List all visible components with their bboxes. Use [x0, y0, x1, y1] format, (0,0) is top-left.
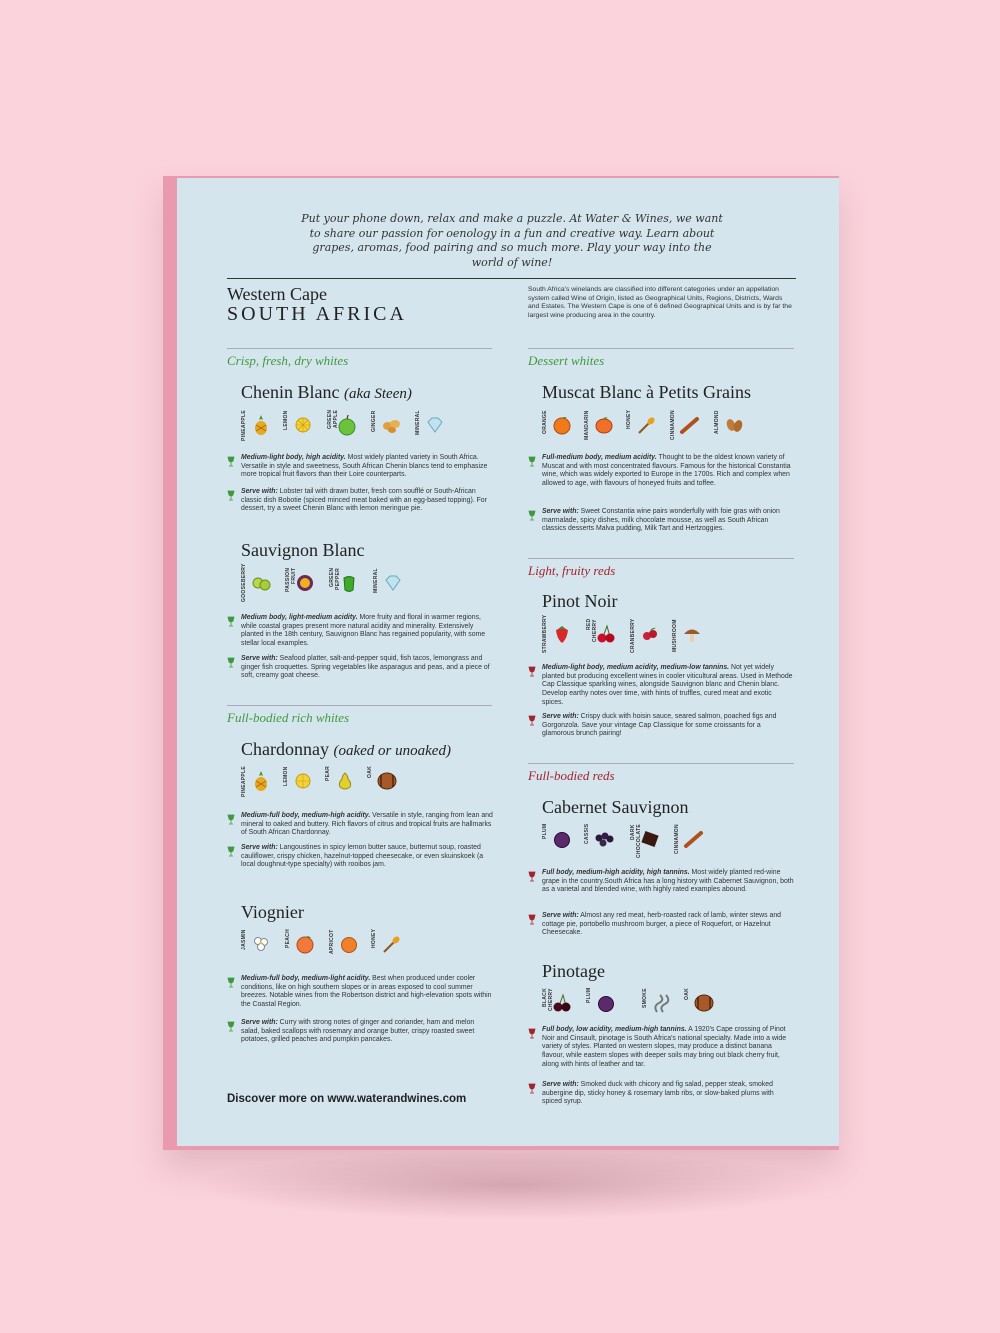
ginger-icon — [380, 414, 402, 436]
gooseberry-icon — [250, 572, 272, 594]
aroma-label: GINGER — [371, 410, 377, 432]
aroma-mineral — [415, 410, 475, 444]
wine-alias: (oaked or unoaked) — [333, 743, 451, 759]
aroma-label: ALMOND — [714, 410, 720, 434]
cinnamon-icon — [679, 414, 701, 436]
right-column — [528, 178, 794, 1146]
wine-serve-pinot: Serve with: Crispy duck with hoisin sauce, seared salmon, poached figs and Gorgonzola. Save your vintage Cap Classique for some croissants for a glamorous brunch pairing! — [542, 713, 777, 738]
wine-glass-icon — [528, 715, 536, 726]
wine-body-chardonnay: Medium-full body, medium-high acidity. Versatile in style, ranging from lean and mineral to oaked and buttery. Rich flavors of citrus and tropical fruits are hallmarks of South African Chardonnay. — [241, 812, 493, 837]
aroma-label: LEMON — [283, 766, 289, 786]
wine-glass-icon — [528, 1028, 536, 1039]
section-divider — [227, 348, 492, 349]
intro-text: Put your phone down, relax and make a puzzle. At Water & Wines, we want to share our passion for oenology in a fun and creative way. Learn about grapes, aromas, food pairing and so much more. Play your way into the world of wine! — [301, 212, 723, 269]
aroma-mushroom — [672, 619, 732, 653]
wine-serve-viognier: Serve with: Curry with strong notes of ginger and coriander, ham and melon salad, baked scallops with rosemary and orange butter, crispy roasted sweet potatoes, grilled peaches and pumpkin pancakes. — [241, 1019, 475, 1044]
info-card — [177, 178, 839, 1146]
aroma-label: ORANGE — [542, 410, 548, 434]
wine-glass-icon — [227, 456, 235, 467]
wine-glass-icon — [227, 977, 235, 988]
pear-icon — [334, 770, 356, 792]
aroma-icons-sauvignon — [241, 563, 441, 602]
wine-glass-icon — [528, 1083, 536, 1094]
wine-serve-muscat: Serve with: Sweet Constantia wine pairs wonderfully with foie gras with onion marmalade, spicy dishes, milk chocolate mousse, as well as South African classics desserts Malva pudding, Milk Tart and Hertzoggies. — [542, 508, 780, 533]
wine-name-sauvignon-blanc: Sauvignon Blanc — [241, 540, 365, 560]
aroma-label: GREEN PEPPER — [329, 568, 341, 591]
orange-icon — [551, 414, 573, 436]
aroma-plum — [586, 988, 646, 1022]
wine-glass-icon — [227, 1021, 235, 1032]
peach-icon — [294, 933, 316, 955]
aroma-almond — [714, 410, 774, 444]
pepper-icon — [338, 572, 360, 594]
wine-body-chenin: Medium-light body, high acidity. Most widely planted variety in South Africa. Versatile in style and sweetness, South African Chenin blancs tend to emphasize more tropical fruit flavors than their Loire counterparts. — [241, 454, 488, 479]
aroma-label: MINERAL — [373, 568, 379, 593]
honey-dipper-icon — [635, 414, 657, 436]
aroma-cinnamon — [674, 824, 734, 858]
honey-dipper-icon — [380, 933, 402, 955]
wine-glass-icon — [227, 657, 235, 668]
aroma-mineral — [373, 568, 433, 602]
aroma-icons-muscat — [542, 410, 782, 444]
wine-body-viognier: Medium-full body, medium-light acidity. Best when produced under cooler conditions, like on high southern slopes or in areas exposed to cool summer breezes. Notable wines from the Robertson district and high-elevation spots within the Coastal Region. — [241, 975, 492, 1009]
lemon-icon — [292, 414, 314, 436]
aroma-icons-pinotage — [542, 988, 742, 1022]
wine-name-muscat: Muscat Blanc à Petits Grains — [542, 382, 751, 402]
aroma-label: GOOSEBERRY — [241, 563, 247, 602]
wine-glass-icon — [227, 616, 235, 627]
lemon-icon — [292, 770, 314, 792]
box-shadow — [190, 1150, 830, 1220]
aroma-icons-pinot — [542, 614, 742, 653]
aroma-label: SMOKE — [642, 988, 648, 1008]
aroma-label: CASSIS — [584, 824, 590, 845]
aroma-icons-cabernet — [542, 824, 742, 858]
aroma-label: HONEY — [371, 929, 377, 949]
cinnamon-icon — [683, 828, 705, 850]
wine-glass-icon — [528, 871, 536, 882]
smoke-icon — [651, 992, 673, 1014]
strawberry-icon — [551, 623, 573, 645]
wine-glass-icon — [227, 846, 235, 857]
category-full-whites: Full-bodied rich whites — [227, 710, 350, 725]
aroma-icons-viognier — [241, 929, 441, 963]
pineapple-icon — [250, 770, 272, 792]
barrel-icon — [693, 992, 715, 1014]
wine-name-pinot-noir: Pinot Noir — [542, 591, 618, 611]
almond-icon — [723, 414, 745, 436]
aroma-label: PINEAPPLE — [241, 766, 247, 798]
passion-fruit-icon — [294, 572, 316, 594]
aroma-label: PINEAPPLE — [241, 410, 247, 442]
aroma-label: DARK CHOCOLATE — [630, 824, 642, 858]
wine-body-sauvignon: Medium body, light-medium acidity. More fruity and floral in warmer regions, while coastal grapes present more natural acidity and minerality. Extensively planted in the 18th century, Sauvignon Blanc has regained popularity, with some stellar local examples. — [241, 614, 486, 648]
wine-serve-chardonnay: Serve with: Langoustines in spicy lemon butter sauce, butternut soup, roasted cauliflower, crispy chicken, hazelnut-topped cheesecake, or even skuinskoek (a local doughnut-type specialty) with rooibos jam. — [241, 844, 484, 869]
aroma-label: GREEN APPLE — [327, 410, 339, 430]
region-title: Western Cape — [227, 284, 328, 304]
section-divider — [227, 705, 492, 706]
aroma-label: RED CHERRY — [586, 619, 598, 642]
aroma-label: MUSHROOM — [672, 619, 678, 652]
wine-name-chenin-blanc: Chenin Blanc (aka Steen) — [241, 382, 412, 402]
wine-glass-icon — [528, 666, 536, 677]
mushroom-icon — [681, 623, 703, 645]
jasmine-icon — [250, 933, 272, 955]
discover-link[interactable]: Discover more on www.waterandwines.com — [227, 1093, 467, 1105]
aroma-label: CINNAMON — [674, 824, 680, 854]
wine-name-cabernet: Cabernet Sauvignon — [542, 797, 689, 817]
cassis-icon — [593, 828, 615, 850]
barrel-icon — [376, 770, 398, 792]
wine-glass-icon — [528, 914, 536, 925]
section-divider — [528, 348, 794, 349]
wine-name-chardonnay: Chardonnay (oaked or unoaked) — [241, 739, 451, 759]
category-full-reds: Full-bodied reds — [528, 768, 615, 783]
wine-alias: (aka Steen) — [343, 386, 412, 402]
wine-serve-pinotage: Serve with: Smoked duck with chicory and fig salad, pepper steak, smoked aubergine dip, sticky honey & rosemary lamb ribs, or slow-baked plums with spiced syrup. — [542, 1081, 774, 1106]
wine-serve-cabernet: Serve with: Almost any red meat, herb-roasted rack of lamb, winter stews and cottage pie, portobello mushroom burger, a piece of Roquefort, or Hazelnut Cheesecake. — [542, 912, 781, 937]
wine-body-cabernet: Full body, medium-high acidity, high tannins. Most widely planted red-wine grape in the country.South Africa has a long history with Cabernet Sauvignon, both as a varietal and blended wine, with highly rated examples abound. — [542, 869, 794, 894]
apple-icon — [336, 414, 358, 436]
wine-serve-sauvignon: Serve with: Seafood platter, salt-and-pepper squid, fish tacos, lemongrass and ginger fish croquettes. Spring vegetables like asparagus and peas, and a piece of soft, creamy goat cheese. — [241, 655, 490, 680]
cherry-icon — [595, 623, 617, 645]
wine-serve-chenin: Serve with: Lobster tail with drawn butter, fresh corn soufflé or South-African classic dish Bobotie (spiced minced meat baked with an egg-based topping). For dessert, try a sweet Chenin Blanc with lemon meringue pie. — [241, 488, 487, 513]
aroma-label: PLUM — [586, 988, 592, 1004]
aroma-icons-chardonnay — [241, 766, 441, 800]
aroma-label: STRAWBERRY — [542, 614, 548, 653]
region-country: SOUTH AFRICA — [227, 303, 407, 325]
aroma-label: PASSION FRUIT — [285, 568, 297, 593]
apricot-icon — [338, 933, 360, 955]
aroma-label: MINERAL — [415, 410, 421, 435]
aroma-label: JASMIN — [241, 929, 247, 950]
aroma-label: PEAR — [325, 766, 331, 782]
left-column — [227, 178, 492, 1146]
diamond-icon — [382, 572, 404, 594]
chocolate-icon — [639, 828, 661, 850]
aroma-honey — [371, 929, 431, 963]
aroma-icons-chenin — [241, 410, 481, 444]
plum-icon — [595, 992, 617, 1014]
aroma-label: OAK — [684, 988, 690, 1001]
aroma-label: HONEY — [626, 410, 632, 430]
wine-glass-icon — [227, 814, 235, 825]
diamond-icon — [424, 414, 446, 436]
aroma-oak — [684, 988, 744, 1022]
category-crisp-whites: Crisp, fresh, dry whites — [227, 353, 349, 368]
aroma-label: LEMON — [283, 410, 289, 430]
region-description: South Africa's winelands are classified into different categories under an appellation system called Wine of Origin, listed as Geographical Units, Regions, Districts, Wards and Estates. The Western Cape is one of 6 defined Geographical Units and is by far the largest wine producing area in the country. — [528, 286, 792, 319]
wine-body-muscat: Full-medium body, medium acidity. Thought to be the oldest known variety of Muscat and with most concentrated flavours. Famous for the historical Constantia wine, which was widely exported to Europe in the 1700s. Rich and complex when allowed to age, with flavours of honeyed fruits and toffee. — [542, 454, 791, 488]
section-divider — [528, 558, 794, 559]
mandarin-icon — [593, 414, 615, 436]
aroma-oak — [367, 766, 427, 800]
aroma-label: BLACK CHERRY — [542, 988, 554, 1011]
plum-icon — [551, 828, 573, 850]
cranberry-icon — [639, 623, 661, 645]
category-light-reds: Light, fruity reds — [528, 563, 616, 578]
wine-body-pinot: Medium-light body, medium acidity, medium-low tannins. Not yet widely planted but producing excellent wines in cooler viticultural areas. Used in Methode Cap Classique sparkling wines, alongside Sauvignon blanc and Chenin blanc. Develop earthy notes over time, with hints of truffles, cured meat and exotic spices. — [542, 664, 793, 706]
wine-glass-icon — [227, 490, 235, 501]
wine-name-viognier: Viognier — [241, 902, 304, 922]
aroma-label: PEACH — [285, 929, 291, 949]
wine-name-pinotage: Pinotage — [542, 961, 605, 981]
section-divider — [528, 763, 794, 764]
aroma-label: CRANBERRY — [630, 618, 636, 653]
aroma-label: APRICOT — [329, 929, 335, 954]
category-dessert-whites: Dessert whites — [528, 353, 605, 368]
cherry-icon — [551, 992, 573, 1014]
pineapple-icon — [250, 414, 272, 436]
wine-body-pinotage: Full body, low acidity, medium-high tannins. A 1920's Cape crossing of Pinot Noir and Cinsault, pinotage is South Africa's national specialty. Made into a wide variety of styles. Planted on western slopes, may produce a distinct banana flavour, while eastern slopes with deeper soils may bring out black cherry fruit, along with hints of leather and tar. — [542, 1026, 787, 1068]
wine-glass-icon — [528, 456, 536, 467]
aroma-label: MANDARIN — [584, 410, 590, 440]
aroma-label: CINNAMON — [670, 410, 676, 440]
aroma-label: PLUM — [542, 824, 548, 840]
wine-glass-icon — [528, 510, 536, 521]
aroma-label: OAK — [367, 766, 373, 779]
